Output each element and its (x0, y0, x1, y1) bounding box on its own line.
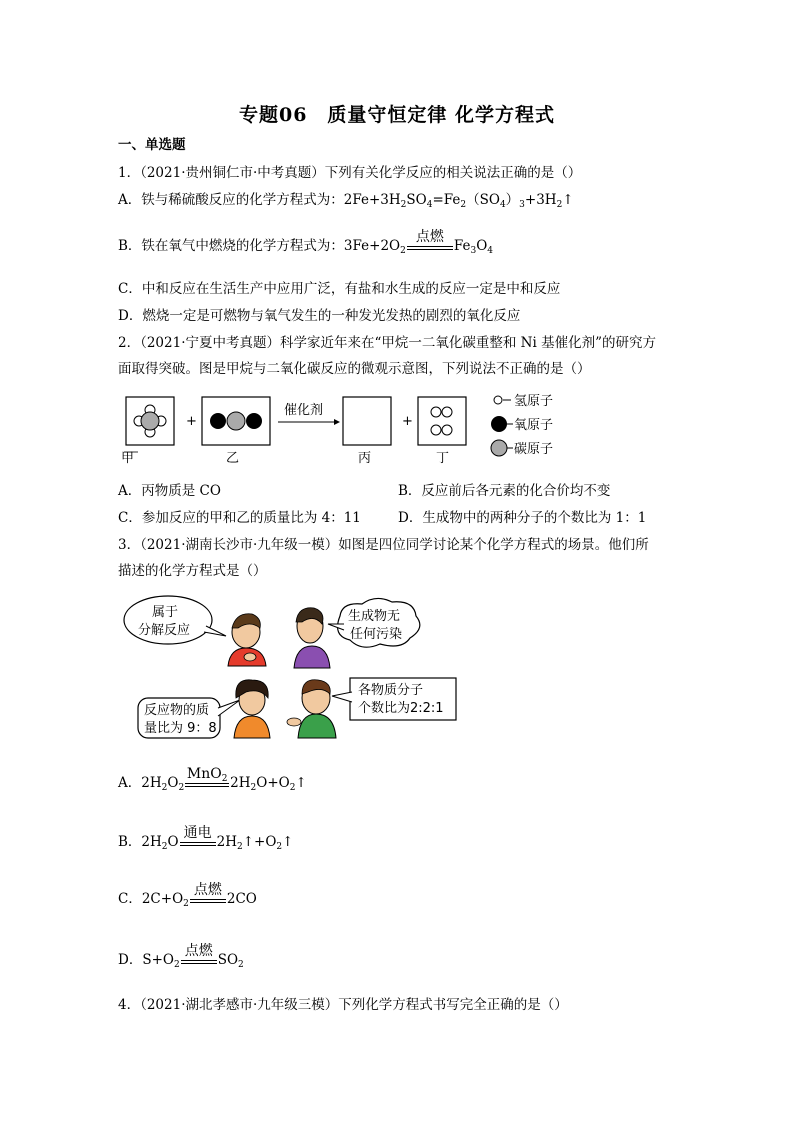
q2-stem-line2: 面取得突破。图是甲烷与二氧化碳反应的微观示意图，下列说法不正确的是（） (118, 361, 591, 377)
bubble4-line2: 个数比为2:2:1 (358, 701, 444, 716)
page-title: 专题06 质量守恒定律 化学方程式 (238, 104, 556, 126)
q3-option-d (118, 943, 244, 970)
bubble1-line2: 分解反应 (138, 623, 191, 638)
box-bing (343, 397, 391, 445)
q1-option-a-text: A．铁与稀硫酸反应的化学方程式为： (118, 192, 344, 208)
q3-option-b-label: B． (118, 834, 142, 850)
hydrogen-molecules (431, 407, 452, 435)
q2-option-b: B．反应前后各元素的化合价均不变 (398, 483, 611, 499)
bubble3-line2: 量比为 9：8 (144, 721, 217, 736)
plus-sign-2: + (402, 414, 413, 429)
q1-option-b-text: B．铁在氧气中燃烧的化学方程式为： (118, 238, 344, 254)
q3-option-b (118, 825, 294, 852)
q3-stem-line1: 3．（2021·湖南长沙市·九年级一模）如图是四位同学讨论某个化学方程式的场景。他们所 (118, 537, 649, 553)
legend-carbon: 碳原子 (514, 442, 554, 457)
q3-stem-line2: 描述的化学方程式是（） (118, 563, 267, 579)
q2-option-a: A．丙物质是 CO (118, 483, 221, 499)
q2-option-c: C．参加反应的甲和乙的质量比为 4：11 (118, 510, 361, 526)
co2-molecule (210, 412, 262, 430)
label-yi: 乙 (226, 451, 240, 466)
student-2-image (294, 608, 330, 668)
discussion-cartoon (118, 594, 468, 744)
q3-option-b-equation: $2H_2O$ 通电 $2H_2↑+O_2↑$ (141, 825, 294, 852)
q3-option-c-equation: $2C+O_2$ 点燃 2CO (141, 882, 257, 909)
q1-option-b-equation: $3Fe+2O_2$ 点燃 $Fe_3O_4$ (343, 229, 494, 256)
q1-option-a-equation: $2Fe+3H_2SO_4=Fe_2(SO_4)_3+3H_2↑$ (343, 192, 574, 210)
q3-option-d-equation: $S+O_2$ 点燃 $SO_2$ (142, 943, 244, 970)
box-ding (418, 397, 466, 445)
q1-stem: 1．（2021·贵州铜仁市·中考真题）下列有关化学反应的相关说法正确的是（） (118, 165, 582, 181)
condition-label: 点燃 (184, 943, 213, 959)
q3-option-c-label: C． (118, 891, 142, 907)
q1-option-b (118, 229, 494, 256)
student-1-image (228, 614, 266, 666)
condition-label: MnO (186, 766, 222, 782)
bubble1-line1: 属于 (152, 605, 179, 620)
q3-option-d-label: D． (118, 952, 143, 968)
q3-option-a (118, 766, 307, 793)
q1-option-a (118, 191, 574, 209)
methane-molecule (134, 405, 166, 437)
plus-sign-1: + (186, 414, 197, 429)
reaction-arrow (334, 419, 340, 425)
legend-oxygen: 氧原子 (514, 418, 554, 433)
condition-label: 通电 (183, 825, 212, 841)
condition-label: 点燃 (193, 882, 222, 898)
student-4-image (287, 680, 336, 738)
label-ding: 丁 (436, 451, 450, 466)
q2-stem-line1: 2．（2021·宁夏中考真题）科学家近年来在“甲烷一二氧化碳重整和 Ni 基催化剂”的研究方 (118, 335, 657, 351)
q1-option-d: D．燃烧一定是可燃物与氧气发生的一种发光发热的剧烈的氧化反应 (118, 308, 521, 324)
student-3-image (234, 680, 270, 738)
bubble2-line2: 任何污染 (350, 627, 403, 642)
bubble4-line1: 各物质分子 (358, 683, 424, 698)
q3-option-a-equation: $2H_2O_2$ MnO$_2$ $2H_2O+O_2↑$ (141, 766, 307, 793)
bubble2-line1: 生成物无 (348, 609, 401, 624)
q1-option-c: C．中和反应在生活生产中应用广泛，有盐和水生成的反应一定是中和反应 (118, 281, 561, 297)
legend (491, 394, 553, 457)
legend-hydrogen: 氢原子 (514, 394, 554, 409)
label-bing: 丙 (358, 451, 372, 466)
q3-option-c (118, 882, 257, 909)
reaction-micro-diagram (118, 392, 618, 472)
label-jia: 甲 (121, 451, 135, 466)
condition-label: 点燃 (415, 229, 444, 245)
section-heading: 一、单选题 (118, 137, 186, 153)
bubble3-line1: 反应物的质 (144, 703, 210, 718)
q4-stem: 4．（2021·湖北孝感市·九年级三模）下列化学方程式书写完全正确的是（） (118, 997, 568, 1013)
q2-option-d: D．生成物中的两种分子的个数比为 1：1 (398, 510, 647, 526)
q3-option-a-label: A． (118, 775, 142, 791)
catalyst-label: 催化剂 (284, 403, 324, 418)
